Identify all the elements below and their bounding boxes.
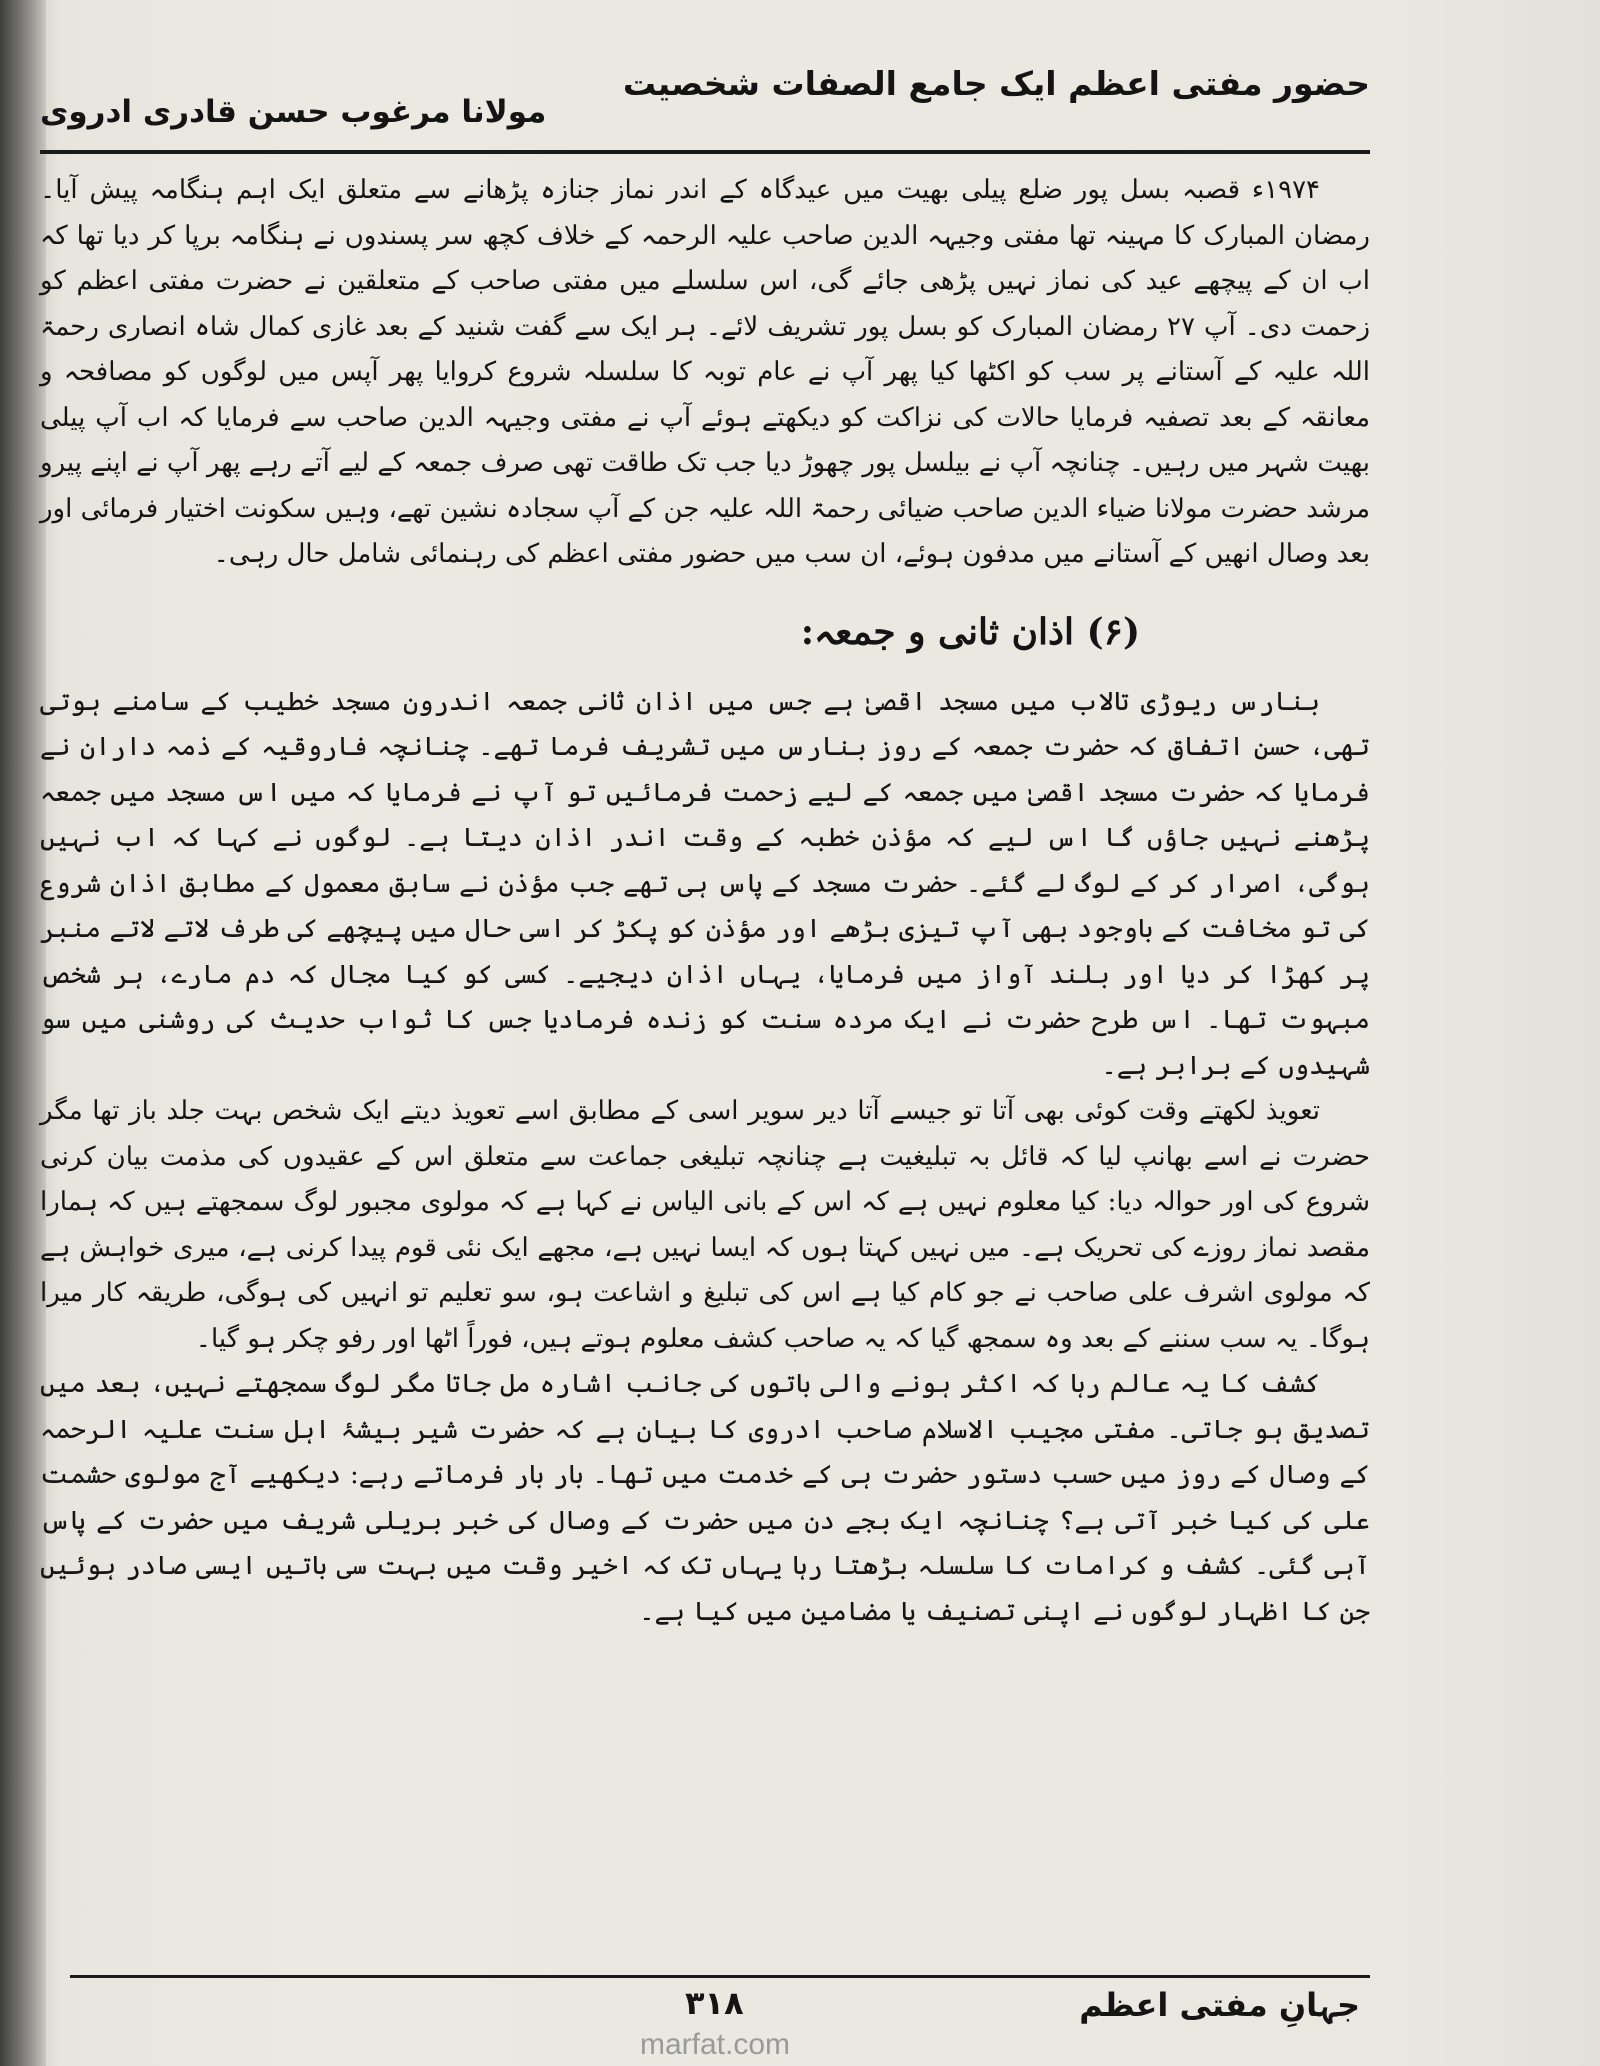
author-name: مولانا مرغوب حسن قادری ادروی (40, 94, 547, 130)
paragraph-bisalpur: ۱۹۷۴ء قصبہ بسل پور ضلع پیلی بھیت میں عیدگاہ کے اندر نماز جنازہ پڑھانے سے متعلق ایک اہم ہنگامہ پیش آیا۔ رمضان المبارک کا مہینہ تھا مفتی وجیہہ الدین صاحب علیہ الرحمہ کے خلاف کچھ سر پسندوں نے ہنگامہ برپا کر دیا تھا کہ اب ان کے پیچھے عید کی نماز نہیں پڑھی جائے گی، اس سلسلے میں مفتی صاحب کے متعلقین نے حضرت مفتی اعظم کو زحمت دی۔ آپ ۲۷ رمضان المبارک کو بسل پور تشریف لائے۔ ہر ایک سے گفت شنید کے بعد غازی کمال شاہ انصاری رحمۃ اللہ علیہ کے آستانے پر سب کو اکٹھا کیا پھر آپ نے عام توبہ کا سلسلہ شروع کروایا پھر آپس میں لوگوں کو مصافحہ و معانقہ کے بعد تصفیہ فرمایا حالات کی نزاکت کو دیکھتے ہوئے آپ نے مفتی وجیہہ الدین صاحب سے فرمایا کہ اب آپ پیلی بھیت شہر میں رہیں۔ چنانچہ آپ نے بیلسل پور چھوڑ دیا جب تک طاقت تھی صرف جمعہ کے لیے آتے رہے پھر آپ نے اپنے پیرو مرشد حضرت مولانا ضیاء الدین صاحب ضیائی رحمۃ اللہ علیہ جن کے آپ سجادہ نشین تھے، وہیں سکونت اختیار فرمائی اور بعد وصال انھیں کے آستانے میں مدفون ہوئے، ان سب میں حضور مفتی اعظم کی رہنمائی شامل حال رہی۔ (40, 175, 1370, 569)
header-rule (40, 150, 1370, 154)
paragraph-taweez: تعویذ لکھتے وقت کوئی بھی آتا تو جیسے آتا دیر سویر اسی کے مطابق اسے تعویذ دیتے ایک شخص بہت جلد باز تھا مگر حضرت نے اسے بھانپ لیا کہ قائل بہ تبلیغیت ہے چنانچہ تبلیغی جماعت سے متعلق اس کے عقیدوں کی مذمت بیان کرنی شروع کی اور حوالہ دیا: کیا معلوم نہیں ہے کہ اس کے بانی الیاس نے کہا ہے کہ مولوی مجبور لوگ سمجھتے ہیں کہ ہمارا مقصد نماز روزے کی تحریک ہے۔ میں نہیں کہتا ہوں کہ ایسا نہیں ہے، مجھے ایک نئی قوم پیدا کرنی ہے، میری خواہش ہے کہ مولوی اشرف علی صاحب نے جو کام کیا ہے اس کی تبلیغ و اشاعت ہو، سو تعلیم تو انہیں کی ہوگی، طریقہ کار میرا ہوگا۔ یہ سب سننے کے بعد وہ سمجھ گیا کہ یہ صاحب کشف معلوم ہوتے ہیں، فوراً اٹھا اور رفو چکر ہو گیا۔ (40, 1096, 1370, 1354)
running-header (40, 60, 1370, 130)
page-number: ۳۱۸ (685, 1984, 744, 2022)
footer-book-title: جہانِ مفتی اعظم (1079, 1986, 1360, 2024)
book-title: حضور مفتی اعظم ایک جامع الصفات شخصیت (622, 64, 1370, 103)
site-watermark: marfat.com (640, 2028, 791, 2061)
paragraph-kashf: کشف کا یہ عالم رہا کہ اکثر ہونے والی باتوں کی جانب اشارہ مل جاتا مگر لوگ سمجھتے نہیں، بعد میں تصدیق ہو جاتی۔ مفتی مجیب الاسلام صاحب ادروی کا بیان ہے کہ حضرت شیر بیشۂ اہل سنت علیہ الرحمہ کے وصال کے روز میں حسب دستور حضرت ہی کے خدمت میں تھا۔ بار بار فرماتے رہے: دیکھیے آج مولوی حشمت علی کی کیا خبر آتی ہے؟ چنانچہ ایک بجے دن میں حضرت کے وصال کی خبر بریلی شریف میں حضرت کے پاس آہی گئی۔ کشف و کرامات کا سلسلہ بڑھتا رہا یہاں تک کہ اخیر وقت میں بہت سی باتیں ایسی صادر ہوئیں جن کا اظہار لوگوں نے اپنی تصنیف یا مضامین میں کیا ہے۔ (40, 1369, 1370, 1627)
paragraph-banaras: بنارس ریوڑی تالاب میں مسجد اقصیٰ ہے جس میں اذان ثانی جمعہ اندرون مسجد خطیب کے سامنے ہوتی تھی، حسن اتفاق کہ حضرت جمعہ کے روز بنارس میں تشریف فرما تھے۔ چنانچہ فاروقیہ کے ذمہ داران نے فرمایا کہ حضرت مسجد اقصیٰ میں جمعہ کے لیے زحمت فرمائیں تو آپ نے فرمایا کہ میں اس مسجد میں جمعہ پڑھنے نہیں جاؤں گا اس لیے کہ مؤذن خطبہ کے وقت اندر اذان دیتا ہے۔ لوگوں نے کہا کہ اب نہیں ہوگی، اصرار کر کے لوگ لے گئے۔ حضرت مسجد کے پاس ہی تھے جب مؤذن نے سابق معمول کے مطابق اذان شروع کی تو مخافت کے باوجود بھی آپ تیزی بڑھے اور مؤذن کو پکڑ کر اسی حال میں پیچھے کی طرف لاتے لاتے منبر پر کھڑا کر دیا اور بلند آواز میں فرمایا، یہاں اذان دیجیے۔ کسی کو کیا مجال کہ دم مارے، ہر شخص مبہوت تھا۔ اس طرح حضرت نے ایک مردہ سنت کو زندہ فرمادیا جس کا ثواب حدیث کی روشنی میں سو شہیدوں کے برابر ہے۔ (40, 686, 1370, 1081)
footer-rule (70, 1975, 1370, 1978)
page-body (40, 168, 1370, 1635)
section-heading: (۶) اذان ثانی و جمعہ: (800, 610, 1140, 653)
